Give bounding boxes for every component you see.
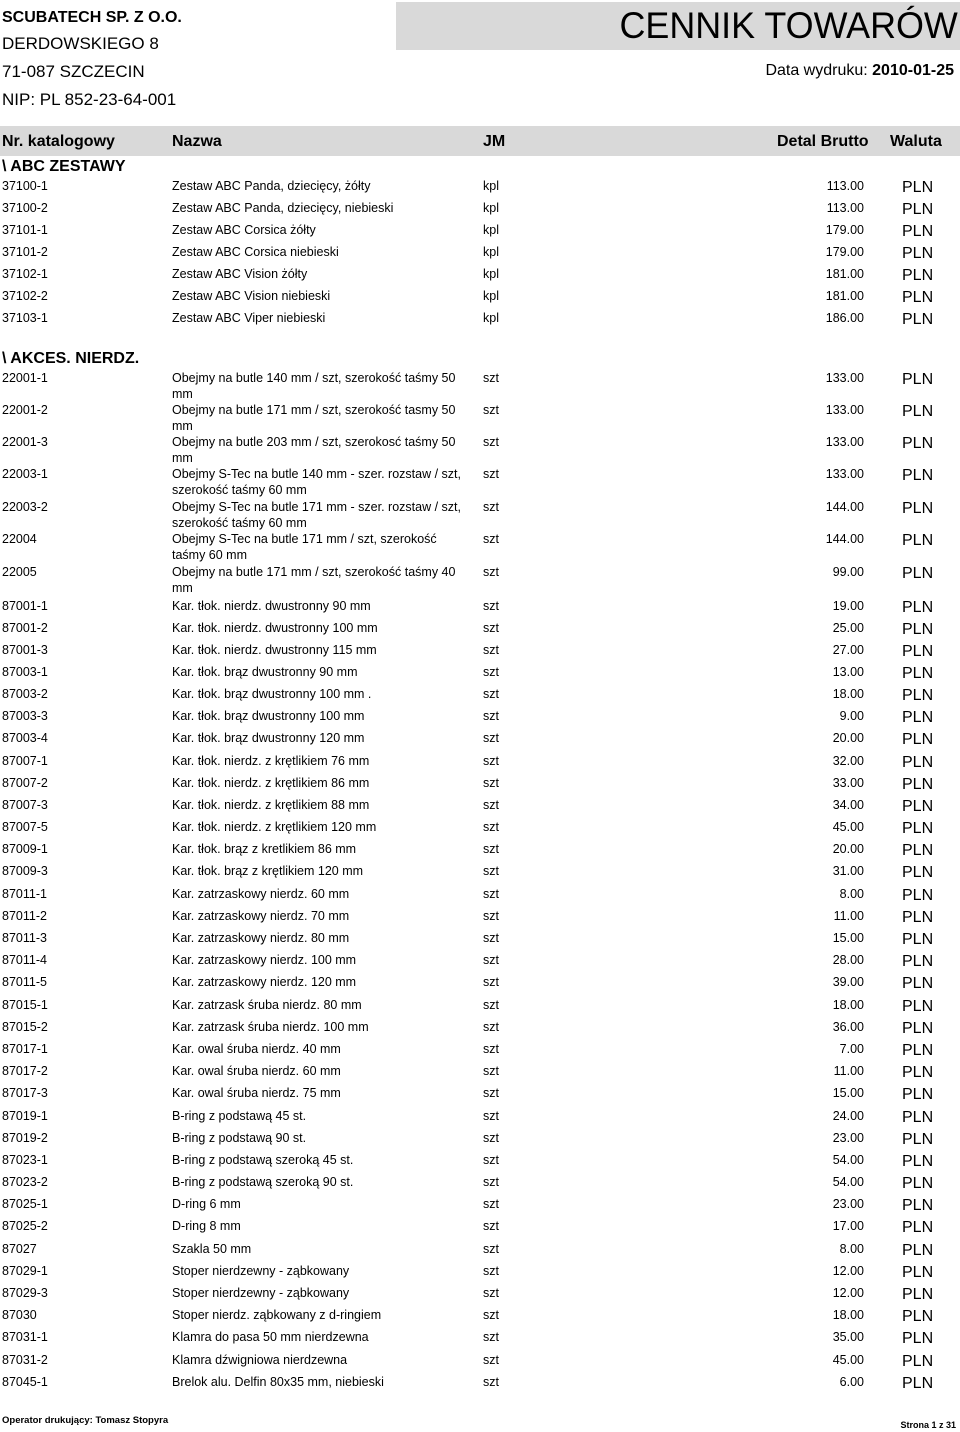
company-city: 71-087 SZCZECIN xyxy=(2,62,145,81)
price: 12.00 xyxy=(832,1286,864,1300)
product-name: D-ring 6 mm xyxy=(172,1197,241,1211)
product-name: Obejmy S-Tec na butle 171 mm - szer. rozstaw / szt, szerokość taśmy 60 mm xyxy=(172,500,461,530)
catalog-number: 87025-1 xyxy=(2,1197,48,1211)
unit: szt xyxy=(483,665,499,679)
currency: PLN xyxy=(902,201,934,218)
product-name: Kar. tłok. brąz dwustronny 100 mm . xyxy=(172,687,372,701)
price: 54.00 xyxy=(832,1153,864,1167)
product-name: B-ring z podstawą 45 st. xyxy=(172,1109,307,1123)
catalog-number: 87007-3 xyxy=(2,798,48,812)
catalog-number: 87001-1 xyxy=(2,599,48,613)
currency: PLN xyxy=(902,643,934,660)
price: 18.00 xyxy=(832,1308,864,1322)
product-name: Obejmy na butle 171 mm / szt, szerokość tasmy 50 mm xyxy=(172,403,456,433)
currency: PLN xyxy=(902,798,934,815)
product-name: Kar. owal śruba nierdz. 75 mm xyxy=(172,1086,341,1100)
catalog-number: 37101-1 xyxy=(2,223,48,237)
unit: szt xyxy=(483,599,499,613)
catalog-number: 87001-3 xyxy=(2,643,48,657)
currency: PLN xyxy=(902,1308,934,1325)
price: 133.00 xyxy=(825,435,864,449)
price: 33.00 xyxy=(832,776,864,790)
product-name: B-ring z podstawą szeroką 45 st. xyxy=(172,1153,354,1167)
unit: szt xyxy=(483,820,499,834)
currency: PLN xyxy=(902,864,934,881)
currency: PLN xyxy=(902,1086,934,1103)
price: 179.00 xyxy=(825,223,864,237)
catalog-number: 87011-3 xyxy=(2,931,47,945)
catalog-number: 87003-3 xyxy=(2,709,48,723)
catalog-number: 87023-2 xyxy=(2,1175,48,1189)
unit: szt xyxy=(483,975,499,989)
currency: PLN xyxy=(902,665,934,682)
unit: szt xyxy=(483,643,499,657)
price: 12.00 xyxy=(832,1264,864,1278)
price: 20.00 xyxy=(832,731,864,745)
company-nip: NIP: PL 852-23-64-001 xyxy=(2,90,177,109)
currency: PLN xyxy=(902,731,934,748)
title-box xyxy=(396,2,960,50)
unit: szt xyxy=(483,953,499,967)
price: 181.00 xyxy=(825,289,864,303)
currency: PLN xyxy=(902,1286,934,1303)
price: 28.00 xyxy=(832,953,864,967)
unit: szt xyxy=(483,1353,499,1367)
product-name: Stoper nierdzewny - ząbkowany xyxy=(172,1286,350,1300)
unit: szt xyxy=(483,864,499,878)
unit: szt xyxy=(483,1242,499,1256)
price: 99.00 xyxy=(832,565,864,579)
product-name: Kar. tłok. nierdz. z krętlikiem 86 mm xyxy=(172,776,370,790)
currency: PLN xyxy=(902,1131,934,1148)
unit: szt xyxy=(483,1308,499,1322)
unit: szt xyxy=(483,1286,499,1300)
unit: szt xyxy=(483,565,499,579)
price: 17.00 xyxy=(832,1219,864,1233)
product-name: Kar. tłok. nierdz. z krętlikiem 88 mm xyxy=(172,798,370,812)
unit: szt xyxy=(483,1219,499,1233)
unit: szt xyxy=(483,371,499,385)
product-name: Stoper nierdzewny - ząbkowany xyxy=(172,1264,350,1278)
catalog-number: 22003-1 xyxy=(2,467,48,481)
company-street: DERDOWSKIEGO 8 xyxy=(2,34,159,53)
currency: PLN xyxy=(902,371,934,388)
price: 32.00 xyxy=(832,754,864,768)
currency: PLN xyxy=(902,998,934,1015)
product-name: Klamra do pasa 50 mm nierdzewna xyxy=(172,1330,369,1344)
catalog-number: 87003-4 xyxy=(2,731,48,745)
catalog-number: 87007-2 xyxy=(2,776,48,790)
table-header xyxy=(0,126,960,156)
currency: PLN xyxy=(902,1197,934,1214)
product-name: Kar. zatrzaskowy nierdz. 120 mm xyxy=(172,975,357,989)
catalog-number: 37102-2 xyxy=(2,289,48,303)
product-name: Zestaw ABC Panda, dziecięcy, niebieski xyxy=(172,201,394,215)
product-name: Kar. tłok. brąz z kretlikiem 86 mm xyxy=(172,842,357,856)
catalog-number: 87015-1 xyxy=(2,998,48,1012)
footer-operator: Operator drukujący: Tomasz Stopyra xyxy=(2,1415,169,1426)
unit: szt xyxy=(483,709,499,723)
print-date xyxy=(765,62,954,80)
product-name: Zestaw ABC Panda, dziecięcy, żółty xyxy=(172,179,371,193)
catalog-number: 37101-2 xyxy=(2,245,48,259)
price: 23.00 xyxy=(832,1197,864,1211)
unit: szt xyxy=(483,1086,499,1100)
unit: kpl xyxy=(483,179,499,193)
currency: PLN xyxy=(902,1153,934,1170)
unit: szt xyxy=(483,1153,499,1167)
currency: PLN xyxy=(902,975,934,992)
product-name: Obejmy na butle 203 mm / szt, szerokosć taśmy 50 mm xyxy=(172,435,456,465)
product-name: Obejmy na butle 171 mm / szt, szerokość taśmy 40 mm xyxy=(172,565,456,595)
price: 11.00 xyxy=(833,1064,864,1078)
product-name: B-ring z podstawą 90 st. xyxy=(172,1131,307,1145)
currency: PLN xyxy=(902,1109,934,1126)
catalog-number: 87017-3 xyxy=(2,1086,48,1100)
unit: szt xyxy=(483,1264,499,1278)
price: 23.00 xyxy=(832,1131,864,1145)
currency: PLN xyxy=(902,1242,934,1259)
price: 13.00 xyxy=(832,665,864,679)
currency: PLN xyxy=(902,776,934,793)
currency: PLN xyxy=(902,267,934,284)
currency: PLN xyxy=(902,1219,934,1236)
price: 113.00 xyxy=(826,179,864,193)
unit: szt xyxy=(483,798,499,812)
product-name: Obejmy S-Tec na butle 140 mm - szer. rozstaw / szt, szerokość taśmy 60 mm xyxy=(172,467,461,497)
product-name: Kar. tłok. nierdz. z krętlikiem 120 mm xyxy=(172,820,377,834)
catalog-number: 37100-1 xyxy=(2,179,48,193)
product-name: Zestaw ABC Corsica żółty xyxy=(172,223,316,237)
unit: szt xyxy=(483,731,499,745)
catalog-number: 37102-1 xyxy=(2,267,48,281)
currency: PLN xyxy=(902,1353,934,1370)
price: 15.00 xyxy=(832,1086,864,1100)
currency: PLN xyxy=(902,500,934,517)
product-name: Obejmy S-Tec na butle 171 mm / szt, szerokość taśmy 60 mm xyxy=(172,532,437,562)
currency: PLN xyxy=(902,179,934,196)
print-date-label: Data wydruku: xyxy=(765,62,868,79)
price: 8.00 xyxy=(839,887,864,901)
currency: PLN xyxy=(902,223,934,240)
price: 18.00 xyxy=(832,687,864,701)
unit: kpl xyxy=(483,201,499,215)
unit: szt xyxy=(483,1109,499,1123)
price: 34.00 xyxy=(832,798,864,812)
unit: szt xyxy=(483,1175,499,1189)
unit: szt xyxy=(483,998,499,1012)
price: 179.00 xyxy=(825,245,864,259)
catalog-number: 87007-1 xyxy=(2,754,48,768)
column-header-unit: JM xyxy=(483,133,506,150)
catalog-number: 87025-2 xyxy=(2,1219,48,1233)
catalog-number: 87011-1 xyxy=(2,887,47,901)
unit: szt xyxy=(483,909,499,923)
currency: PLN xyxy=(902,842,934,859)
price: 181.00 xyxy=(825,267,864,281)
price: 11.00 xyxy=(833,909,864,923)
currency: PLN xyxy=(902,289,934,306)
price: 133.00 xyxy=(825,403,864,417)
catalog-number: 87019-1 xyxy=(2,1109,48,1123)
product-name: Kar. zatrzaskowy nierdz. 80 mm xyxy=(172,931,350,945)
currency: PLN xyxy=(902,467,934,484)
column-header-code: Nr. katalogowy xyxy=(2,133,115,150)
unit: szt xyxy=(483,500,499,514)
unit: kpl xyxy=(483,223,499,237)
catalog-number: 22004 xyxy=(2,532,37,546)
product-name: Kar. tłok. nierdz. dwustronny 90 mm xyxy=(172,599,371,613)
product-name: Stoper nierdz. ząbkowany z d-ringiem xyxy=(172,1308,382,1322)
unit: kpl xyxy=(483,289,499,303)
catalog-number: 87023-1 xyxy=(2,1153,48,1167)
footer-page-number: Strona 1 z 31 xyxy=(900,1420,956,1430)
price: 39.00 xyxy=(832,975,864,989)
price: 25.00 xyxy=(832,621,864,635)
product-name: Kar. tłok. nierdz. z krętlikiem 76 mm xyxy=(172,754,370,768)
price: 144.00 xyxy=(825,532,864,546)
currency: PLN xyxy=(902,532,934,549)
catalog-number: 22001-3 xyxy=(2,435,48,449)
currency: PLN xyxy=(902,1042,934,1059)
unit: szt xyxy=(483,1197,499,1211)
unit: szt xyxy=(483,776,499,790)
catalog-number: 87011-2 xyxy=(2,909,47,923)
unit: szt xyxy=(483,403,499,417)
catalog-number: 87011-4 xyxy=(2,953,47,967)
product-name: Obejmy na butle 140 mm / szt, szerokość taśmy 50 mm xyxy=(172,371,456,401)
catalog-number: 87015-2 xyxy=(2,1020,48,1034)
unit: szt xyxy=(483,1020,499,1034)
price: 45.00 xyxy=(832,820,864,834)
column-header-price: Detal Brutto xyxy=(777,133,869,150)
product-name: Kar. owal śruba nierdz. 40 mm xyxy=(172,1042,341,1056)
section-title: \ AKCES. NIERDZ. xyxy=(2,350,140,367)
price: 133.00 xyxy=(825,467,864,481)
currency: PLN xyxy=(902,599,934,616)
currency: PLN xyxy=(902,887,934,904)
document-title: CENNIK TOWARÓW xyxy=(619,5,958,46)
catalog-number: 87019-2 xyxy=(2,1131,48,1145)
currency: PLN xyxy=(902,1064,934,1081)
company-info xyxy=(2,0,402,114)
currency: PLN xyxy=(902,754,934,771)
unit: szt xyxy=(483,621,499,635)
product-name: Kar. owal śruba nierdz. 60 mm xyxy=(172,1064,341,1078)
product-name: Zestaw ABC Vision niebieski xyxy=(172,289,331,303)
catalog-number: 22001-2 xyxy=(2,403,48,417)
catalog-number: 87017-1 xyxy=(2,1042,48,1056)
section-title: \ ABC ZESTAWY xyxy=(2,158,126,175)
unit: szt xyxy=(483,1131,499,1145)
catalog-number: 22003-2 xyxy=(2,500,48,514)
price: 45.00 xyxy=(832,1353,864,1367)
catalog-number: 87009-1 xyxy=(2,842,48,856)
price: 24.00 xyxy=(832,1109,864,1123)
catalog-number: 87011-5 xyxy=(2,975,47,989)
column-header-currency: Waluta xyxy=(890,133,942,150)
currency: PLN xyxy=(902,687,934,704)
price: 113.00 xyxy=(826,201,864,215)
product-name: Zestaw ABC Corsica niebieski xyxy=(172,245,339,259)
catalog-number: 87029-1 xyxy=(2,1264,48,1278)
product-name: D-ring 8 mm xyxy=(172,1219,241,1233)
catalog-number: 87017-2 xyxy=(2,1064,48,1078)
catalog-number: 37103-1 xyxy=(2,311,48,325)
currency: PLN xyxy=(902,820,934,837)
unit: szt xyxy=(483,467,499,481)
price: 18.00 xyxy=(832,998,864,1012)
product-name: Kar. zatrzask śruba nierdz. 100 mm xyxy=(172,1020,369,1034)
product-name: Kar. zatrzask śruba nierdz. 80 mm xyxy=(172,998,362,1012)
currency: PLN xyxy=(902,953,934,970)
unit: szt xyxy=(483,1064,499,1078)
product-name: Klamra dźwigniowa nierdzewna xyxy=(172,1353,348,1367)
currency: PLN xyxy=(902,909,934,926)
unit: szt xyxy=(483,435,499,449)
catalog-number: 87001-2 xyxy=(2,621,48,635)
product-name: Kar. zatrzaskowy nierdz. 60 mm xyxy=(172,887,350,901)
product-name: Zestaw ABC Vision żółty xyxy=(172,267,308,281)
product-name: Kar. tłok. brąz z krętlikiem 120 mm xyxy=(172,864,364,878)
unit: kpl xyxy=(483,267,499,281)
catalog-number: 22005 xyxy=(2,565,37,579)
price: 27.00 xyxy=(832,643,864,657)
price: 31.00 xyxy=(832,864,864,878)
unit: szt xyxy=(483,754,499,768)
price: 20.00 xyxy=(832,842,864,856)
catalog-number: 87007-5 xyxy=(2,820,48,834)
currency: PLN xyxy=(902,435,934,452)
price: 186.00 xyxy=(825,311,864,325)
price: 133.00 xyxy=(825,371,864,385)
unit: szt xyxy=(483,687,499,701)
catalog-number: 37100-2 xyxy=(2,201,48,215)
product-name: Brelok alu. Delfin 80x35 mm, niebieski xyxy=(172,1375,384,1389)
catalog-number: 87009-3 xyxy=(2,864,48,878)
currency: PLN xyxy=(902,403,934,420)
currency: PLN xyxy=(902,1330,934,1347)
price: 15.00 xyxy=(832,931,864,945)
unit: szt xyxy=(483,842,499,856)
price: 144.00 xyxy=(825,500,864,514)
currency: PLN xyxy=(902,311,934,328)
currency: PLN xyxy=(902,245,934,262)
product-name: Kar. zatrzaskowy nierdz. 70 mm xyxy=(172,909,350,923)
currency: PLN xyxy=(902,1020,934,1037)
product-name: Kar. tłok. nierdz. dwustronny 100 mm xyxy=(172,621,378,635)
price: 54.00 xyxy=(832,1175,864,1189)
price: 36.00 xyxy=(832,1020,864,1034)
catalog-number: 87030 xyxy=(2,1308,37,1322)
unit: szt xyxy=(483,1330,499,1344)
unit: kpl xyxy=(483,245,499,259)
product-name: Kar. zatrzaskowy nierdz. 100 mm xyxy=(172,953,357,967)
currency: PLN xyxy=(902,1375,934,1392)
unit: szt xyxy=(483,887,499,901)
product-name: Kar. tłok. brąz dwustronny 100 mm xyxy=(172,709,365,723)
catalog-number: 87003-1 xyxy=(2,665,48,679)
currency: PLN xyxy=(902,1264,934,1281)
catalog-number: 87029-3 xyxy=(2,1286,48,1300)
currency: PLN xyxy=(902,931,934,948)
catalog-number: 87045-1 xyxy=(2,1375,48,1389)
catalog-number: 87031-2 xyxy=(2,1353,48,1367)
company-name: SCUBATECH SP. Z O.O. xyxy=(2,9,182,26)
unit: szt xyxy=(483,1375,499,1389)
price: 9.00 xyxy=(839,709,864,723)
product-name: Kar. tłok. brąz dwustronny 90 mm xyxy=(172,665,358,679)
product-name: Zestaw ABC Viper niebieski xyxy=(172,311,326,325)
catalog-number: 22001-1 xyxy=(2,371,48,385)
catalog-number: 87031-1 xyxy=(2,1330,48,1344)
product-name: Kar. tłok. brąz dwustronny 120 mm xyxy=(172,731,365,745)
price: 6.00 xyxy=(839,1375,864,1389)
catalog-number: 87003-2 xyxy=(2,687,48,701)
print-date-value: 2010-01-25 xyxy=(872,62,954,79)
product-name: Szakla 50 mm xyxy=(172,1242,252,1256)
column-header-name: Nazwa xyxy=(172,133,222,150)
product-name: B-ring z podstawą szeroką 90 st. xyxy=(172,1175,354,1189)
price: 8.00 xyxy=(839,1242,864,1256)
price: 35.00 xyxy=(832,1330,864,1344)
currency: PLN xyxy=(902,1175,934,1192)
currency: PLN xyxy=(902,621,934,638)
currency: PLN xyxy=(902,565,934,582)
unit: kpl xyxy=(483,311,499,325)
unit: szt xyxy=(483,532,499,546)
catalog-number: 87027 xyxy=(2,1242,37,1256)
price: 7.00 xyxy=(839,1042,864,1056)
price: 19.00 xyxy=(832,599,864,613)
product-name: Kar. tłok. nierdz. dwustronny 115 mm xyxy=(172,643,377,657)
unit: szt xyxy=(483,1042,499,1056)
unit: szt xyxy=(483,931,499,945)
currency: PLN xyxy=(902,709,934,726)
